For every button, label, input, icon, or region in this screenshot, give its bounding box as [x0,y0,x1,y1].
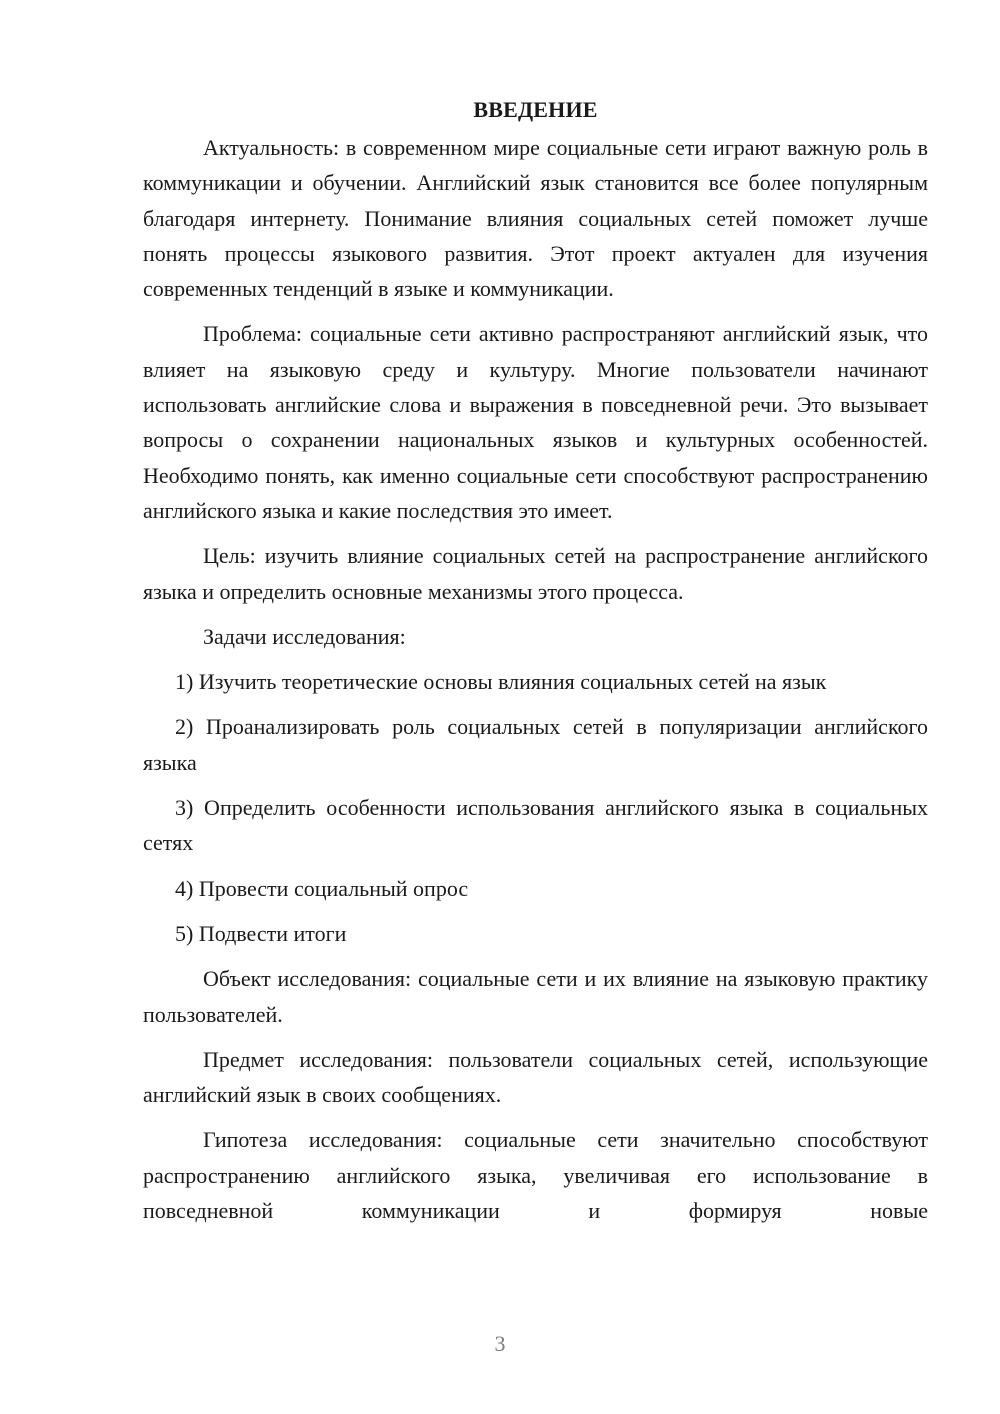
page-number: 3 [494,1331,506,1356]
task-item-2: 2) Проанализировать роль социальных сетей в популяризации английского языка [143,714,928,775]
paragraph-tasks-heading: Задачи исследования: [203,623,406,649]
task-item-5: 5) Подвести итоги [175,920,347,946]
paragraph-object: Объект исследования: социальные сети и их влияние на языковую практику пользователей. [143,966,928,1027]
paragraph-problem: Проблема: социальные сети активно распространяют английский язык, что влияет на языковую среду и культуру. Многие пользователи начинают использовать английские слова и выражения в повседневной речи. Это вызывает вопросы о сохранении национальных языков и культурных особенностей. Необходимо понять, как именно социальные сети способствуют распространению английского языка и какие последствия это имеет. [143,321,928,523]
paragraph-hypothesis: Гипотеза исследования: социальные сети значительно способствуют распространению английского языка, увеличивая его использование в повседневной коммуникации и формируя новые [143,1127,928,1224]
document-title: ВВЕДЕНИЕ [473,97,598,122]
paragraph-relevance: Актуальность: в современном мире социальные сети играют важную роль в коммуникации и обучении. Английский язык становится все более популярным благодаря интернету. Понимание влияния социальных сетей поможет лучше понять процессы языкового развития. Этот проект актуален для изучения современных тенденций в языке и коммуникации. [143,135,928,302]
paragraph-subject: Предмет исследования: пользователи социальных сетей, использующие английский язык в своих сообщениях. [143,1046,928,1108]
task-item-4: 4) Провести социальный опрос [175,875,469,901]
task-item-1: 1) Изучить теоретические основы влияния социальных сетей на язык [175,669,827,695]
task-item-3: 3) Определить особенности использования английского языка в социальных сетях [143,795,928,856]
paragraph-goal: Цель: изучить влияние социальных сетей на распространение английского языка и определить основные механизмы этого процесса. [143,543,928,604]
document-page [143,92,928,1238]
